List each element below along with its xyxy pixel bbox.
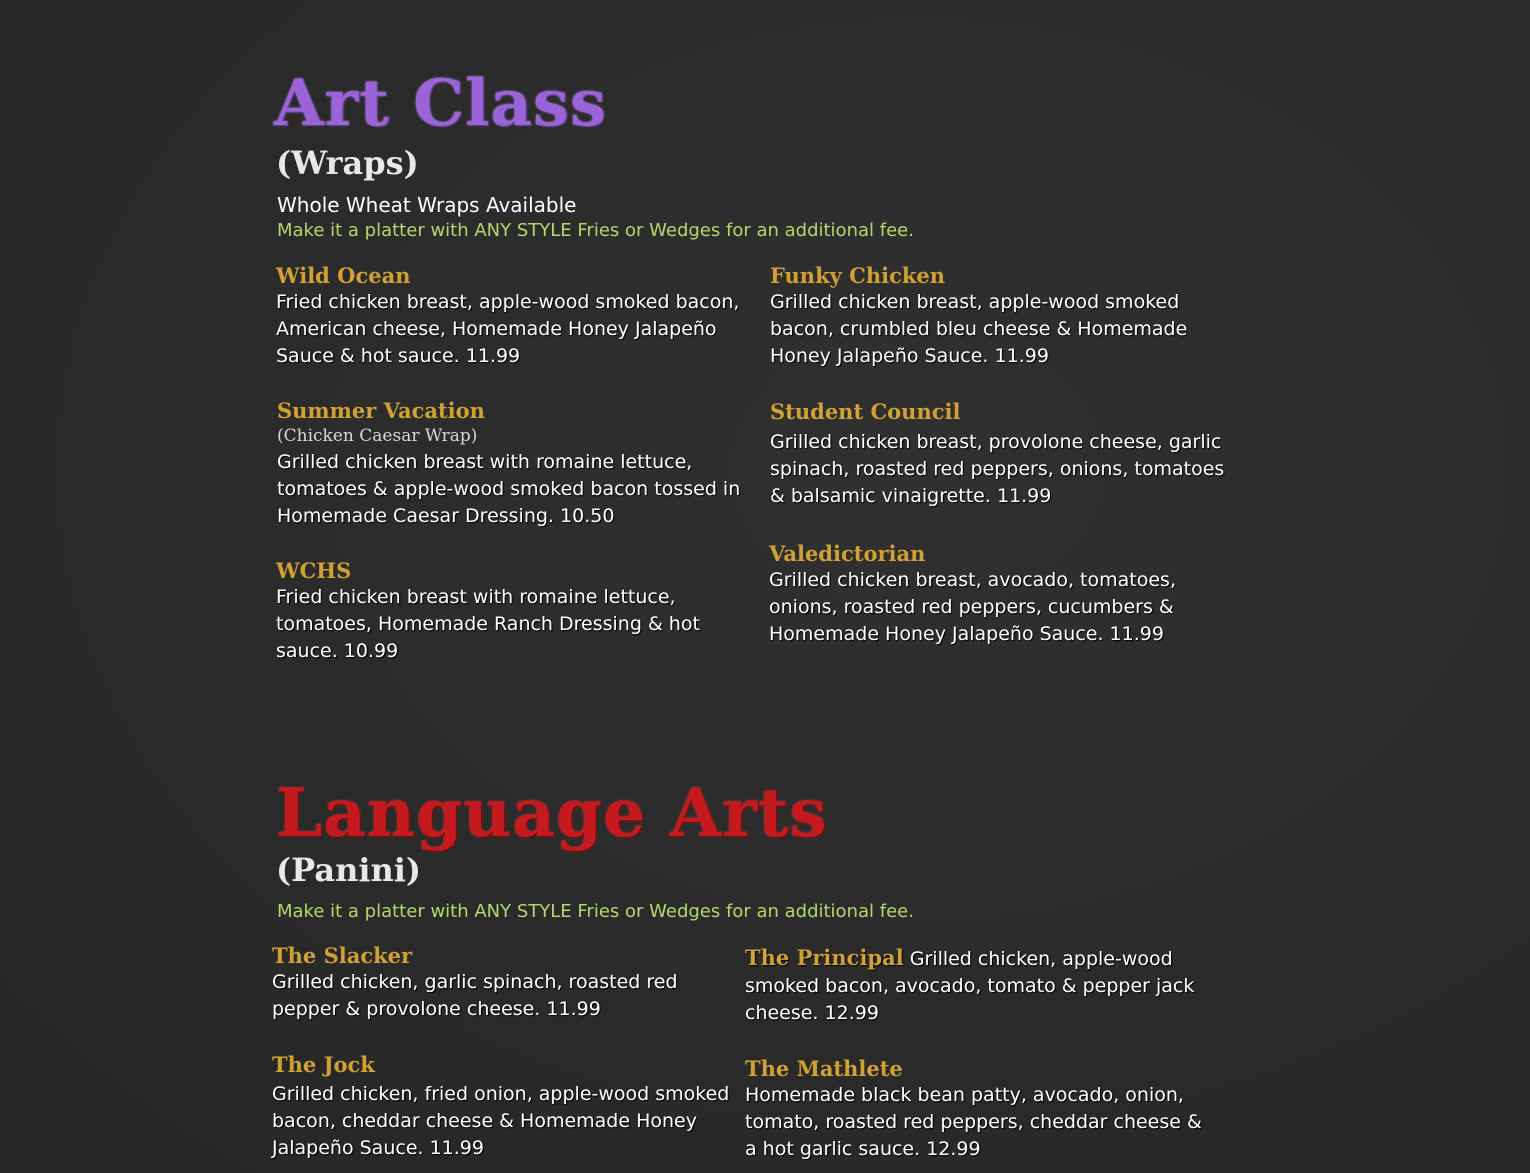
menu-item-wild-ocean	[276, 262, 746, 370]
item-name: WCHS	[276, 558, 352, 583]
menu-item-wchs	[276, 557, 746, 665]
item-name: The Jock	[272, 1052, 375, 1077]
item-description: Grilled chicken breast, avocado, tomatoes, onions, roasted red peppers, cucumbers & Homemade Honey Jalapeño Sauce. 11.99	[769, 569, 1176, 645]
language-arts-platter-note: Make it a platter with ANY STYLE Fries or Wedges for an additional fee.	[277, 901, 914, 922]
item-description: Grilled chicken breast with romaine lettuce, tomatoes & apple-wood smoked bacon tossed in Homemade Caesar Dressing. 10.50	[277, 451, 741, 527]
menu-item-the-principal	[745, 944, 1215, 1027]
item-name: Summer Vacation	[277, 398, 485, 423]
item-description: Grilled chicken, apple-wood smoked bacon, avocado, tomato & pepper jack cheese. 12.99	[745, 948, 1195, 1024]
item-description: Grilled chicken, fried onion, apple-wood smoked bacon, cheddar cheese & Homemade Honey Jalapeño Sauce. 11.99	[272, 1083, 730, 1159]
item-description: Grilled chicken breast, provolone cheese, garlic spinach, roasted red peppers, onions, tomatoes & balsamic vinaigrette. 11.99	[770, 431, 1225, 507]
menu-item-the-mathlete	[745, 1055, 1215, 1163]
item-name: Funky Chicken	[770, 263, 946, 288]
art-class-title: Art Class	[274, 66, 607, 141]
menu-item-the-slacker	[272, 942, 732, 1023]
menu-item-funky-chicken	[770, 262, 1240, 370]
item-description: Fried chicken breast with romaine lettuce, tomatoes, Homemade Ranch Dressing & hot sauce. 10.99	[276, 586, 700, 662]
panini-subtitle: (Panini)	[276, 851, 422, 889]
item-description: Grilled chicken, garlic spinach, roasted red pepper & provolone cheese. 11.99	[272, 971, 678, 1020]
item-name: The Mathlete	[745, 1056, 903, 1081]
item-name: Student Council	[770, 399, 961, 424]
art-class-platter-note: Make it a platter with ANY STYLE Fries or Wedges for an additional fee.	[277, 220, 914, 241]
item-name: The Principal	[745, 945, 904, 970]
whole-wheat-note: Whole Wheat Wraps Available	[277, 193, 577, 217]
language-arts-title: Language Arts	[276, 774, 828, 852]
item-subtitle: (Chicken Caesar Wrap)	[277, 426, 478, 446]
item-name: Wild Ocean	[276, 263, 411, 288]
item-description: Homemade black bean patty, avocado, onion, tomato, roasted red peppers, cheddar cheese & a hot garlic sauce. 12.99	[745, 1084, 1202, 1160]
menu-item-the-jock	[272, 1051, 732, 1162]
item-description-inline	[745, 944, 1215, 1027]
item-name: Valedictorian	[769, 541, 926, 566]
menu-item-summer-vacation	[277, 397, 747, 530]
menu-item-student-council	[770, 398, 1240, 510]
wraps-subtitle: (Wraps)	[276, 144, 419, 182]
menu-item-valedictorian	[769, 540, 1239, 648]
item-name: The Slacker	[272, 943, 413, 968]
item-description: Fried chicken breast, apple-wood smoked bacon, American cheese, Homemade Honey Jalapeño Sauce & hot sauce. 11.99	[276, 291, 740, 367]
item-description: Grilled chicken breast, apple-wood smoked bacon, crumbled bleu cheese & Homemade Honey Jalapeño Sauce. 11.99	[770, 291, 1188, 367]
